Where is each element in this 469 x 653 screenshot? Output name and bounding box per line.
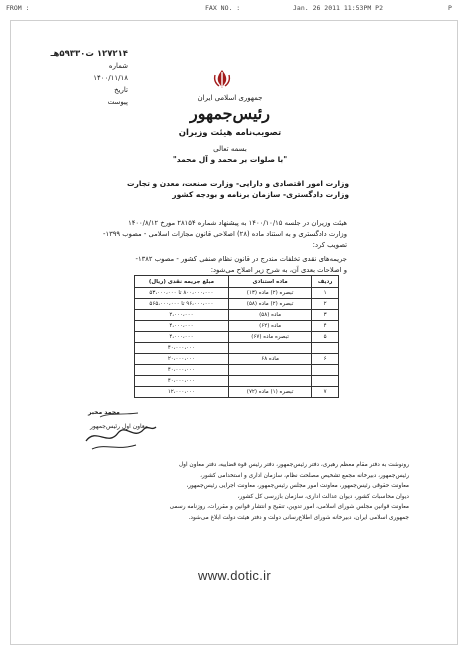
signer-position: معاون اول رئیس‌جمهور: [90, 423, 148, 430]
row-amount: ۹۶،۰۰۰،۰۰۰ تا ۵۶۵،۰۰۰،۰۰۰: [135, 299, 229, 310]
iran-emblem-icon: [212, 68, 232, 90]
paragraph-line: وزارت دادگستری و به استناد ماده (۲۸) اصلاحی قانون مجازات اسلامی - مصوب ۱۳۹۹-: [103, 230, 347, 238]
table-row: [135, 365, 339, 376]
signer-name: محمد مخبر: [88, 409, 120, 416]
row-amount: ۴،۰۰۰،۰۰۰: [135, 321, 229, 332]
row-number: ۵: [312, 332, 339, 343]
bismillah: بسمه تعالی: [213, 145, 247, 153]
reference-number: ۱۲۷۲۱۴ ت۵۹۳۳۰هـ: [50, 49, 128, 59]
paragraph-line: هیئت وزیران در جلسه ۱۴۰۰/۱۰/۱۵ به پیشنهاد شماره ۲۸۱۵۴ مورخ ۱۴۰۰/۸/۱۲: [128, 219, 347, 227]
fax-from: FROM :: [6, 4, 30, 12]
shomare-label: شماره: [108, 62, 128, 70]
table-row: [135, 376, 339, 387]
distribution-line: رونوشت به دفتر مقام معظم رهبری، دفتر رئیس‌جمهور، دفتر رئیس قوه قضاییه، دفتر معاون اول: [178, 462, 409, 468]
row-number: ۷: [312, 387, 339, 398]
distribution-line: معاونت حقوقی رئیس‌جمهور، معاونت امور مجلس رئیس‌جمهور، معاونت اجرایی رئیس‌جمهور،: [186, 483, 409, 490]
row-number: ۲: [312, 299, 339, 310]
table-header-row: [135, 276, 339, 288]
addressees: [119, 178, 349, 200]
fax-page: P: [448, 4, 452, 12]
header-amount: مبلغ جریمه نقدی (ریال): [135, 276, 229, 288]
republic-title: جمهوری اسلامی ایران: [197, 94, 263, 102]
row-number: ۱: [312, 288, 339, 299]
row-article: [228, 365, 311, 376]
addressee-line: وزارت امور اقتصادی و دارایی- وزارت صنعت، معدن و تجارت: [127, 179, 349, 188]
row-amount: ۴،۰۰۰،۰۰۰: [135, 332, 229, 343]
paragraph-line: تصویب کرد:: [312, 241, 347, 249]
table-row: [135, 288, 339, 299]
row-number: [312, 376, 339, 387]
distribution-line: دیوان محاسبات کشور، دیوان عدالت اداری، سازمان بازرسی کل کشور،: [237, 493, 409, 500]
row-article: تبصره (۲) ماده (۱۳): [228, 288, 311, 299]
distribution-list: [64, 460, 409, 524]
row-number: ۶: [312, 354, 339, 365]
table-row: [135, 343, 339, 354]
table-row: [135, 299, 339, 310]
table-row: [135, 332, 339, 343]
fines-table: [134, 275, 339, 398]
row-number: [312, 365, 339, 376]
row-amount: ۴۰،۰۰۰،۰۰۰: [135, 343, 229, 354]
row-amount: ۸۰۰،۰۰۰،۰۰۰ تا ۵۳،۰۰۰،۰۰۰: [135, 288, 229, 299]
distribution-line: جمهوری اسلامی ایران، دبیرخانه شورای اطلاع‌رسانی دولت و دفتر هیئت دولت ابلاغ می‌شود.: [188, 514, 409, 521]
fax-header: [0, 4, 469, 16]
row-number: [312, 343, 339, 354]
website-url: www.dotic.ir: [198, 568, 271, 583]
signature-block: [78, 407, 160, 457]
row-article: ماده (۵۸): [228, 310, 311, 321]
tarikh-label: تاریخ: [114, 86, 128, 94]
distribution-line: معاونت قوانین مجلس شورای اسلامی، امور تدوین، تنقیح و انتشار قوانین و مقررات، روزنامه رسمی: [169, 504, 409, 511]
header-article: ماده استنادی: [228, 276, 311, 288]
paragraph-line: جریمه‌های نقدی تخلفات مندرج در قانون نظام صنفی کشور - مصوب ۱۳۸۲-: [135, 255, 347, 263]
row-amount: ۲۰،۰۰۰،۰۰۰: [135, 354, 229, 365]
row-amount: ۴۰،۰۰۰،۰۰۰: [135, 376, 229, 387]
table-row: [135, 387, 339, 398]
row-article: [228, 376, 311, 387]
reference-date: ۱۴۰۰/۱۱/۱۸: [93, 74, 128, 82]
row-article: تبصره (۱) ماده (۷۲): [228, 387, 311, 398]
cabinet-title: تصویب‌نامه هیئت وزیران: [178, 128, 282, 138]
row-article: تبصره (۲) ماده (۵۸): [228, 299, 311, 310]
row-article: ماده (۶۲): [228, 321, 311, 332]
row-number: ۳: [312, 310, 339, 321]
fax-date-time: Jan. 26 2011 11:53PM P2: [293, 4, 384, 12]
row-number: ۴: [312, 321, 339, 332]
table-row: [135, 310, 339, 321]
row-article: تبصره ماده (۶۷): [228, 332, 311, 343]
president-title: رئیس‌جمهور: [190, 104, 270, 123]
distribution-line: رئیس‌جمهور، دبیرخانه مجمع تشخیص مصلحت نظام، سازمان اداری و استخدامی کشور،: [200, 472, 409, 479]
fax-number: FAX NO. :: [205, 4, 241, 12]
paragraph-line: و اصلاحات بعدی آن، به شرح زیر اصلاح می‌شود:: [210, 266, 347, 274]
table-row: [135, 354, 339, 365]
addressee-line: وزارت دادگستری- سازمان برنامه و بودجه کشور: [172, 190, 349, 199]
reference-block: [52, 48, 128, 108]
salawat: "با صلوات بر محمد و آل محمد": [172, 155, 288, 164]
header-row-number: ردیف: [312, 276, 339, 288]
amendment-paragraph: [47, 254, 347, 276]
decision-paragraph: [47, 218, 347, 251]
peyvast-label: پیوست: [107, 98, 128, 106]
row-amount: ۲،۰۰۰،۰۰۰: [135, 310, 229, 321]
row-article: [228, 343, 311, 354]
row-article: ماده ۶۸: [228, 354, 311, 365]
table-row: [135, 321, 339, 332]
row-amount: ۱۲،۰۰۰،۰۰۰: [135, 387, 229, 398]
row-amount: ۴۰،۰۰۰،۰۰۰: [135, 365, 229, 376]
